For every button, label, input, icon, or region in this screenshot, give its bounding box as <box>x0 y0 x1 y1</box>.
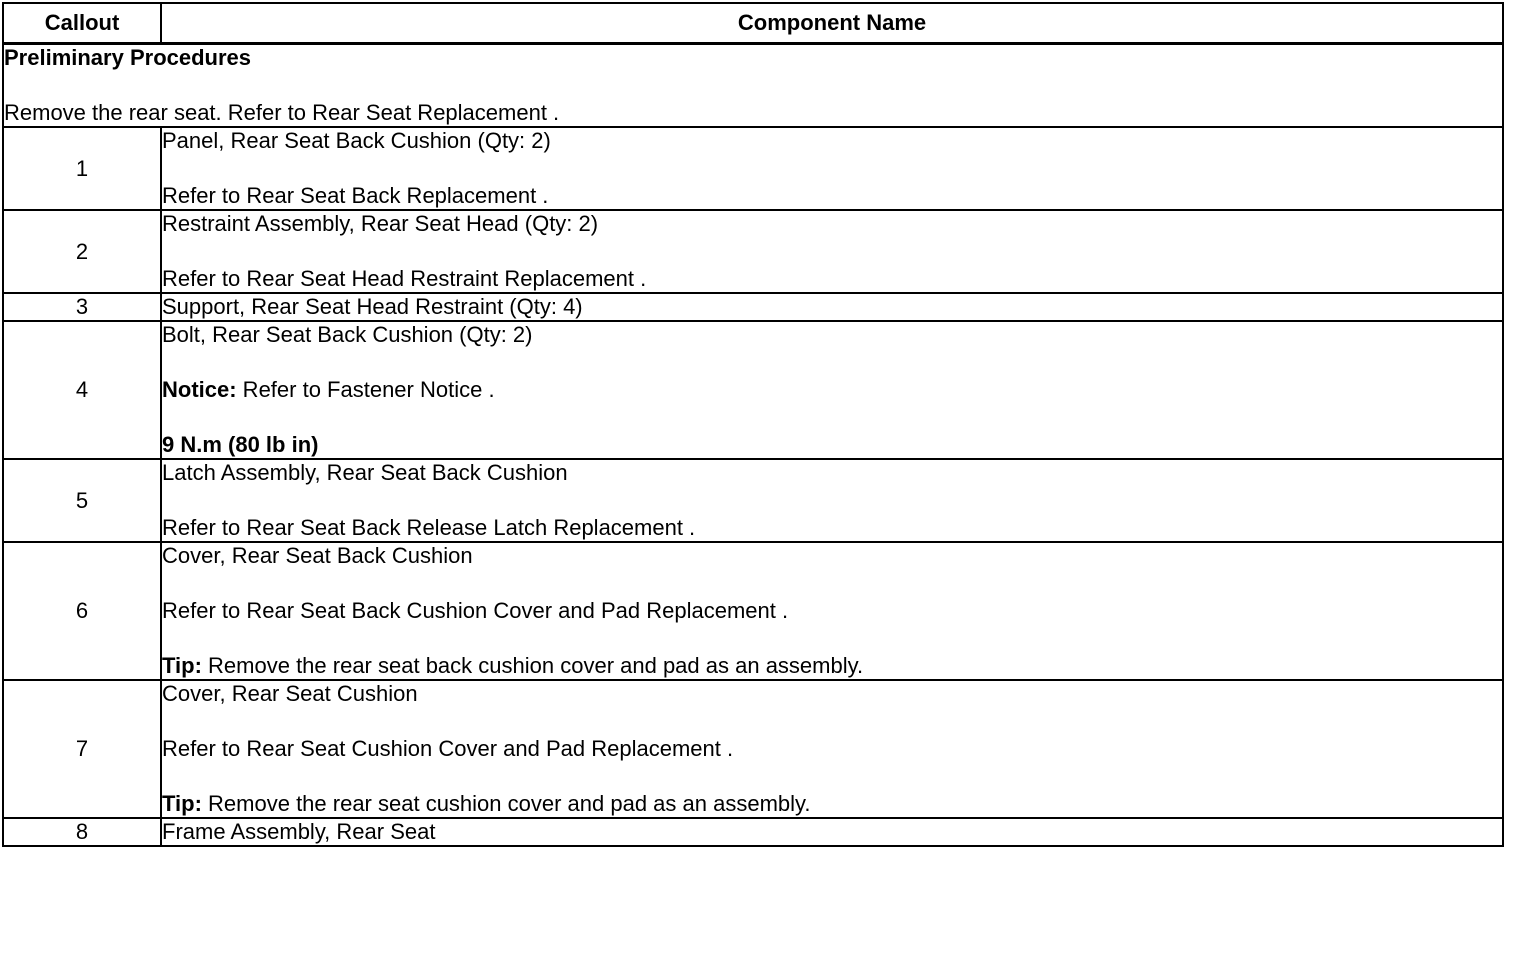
component-name: Restraint Assembly, Rear Seat Head (Qty: 2) <box>162 211 599 236</box>
component-cell <box>161 818 1503 846</box>
preliminary-title: Preliminary Procedures <box>4 45 252 70</box>
tip-label: Tip: <box>162 653 202 678</box>
table-row <box>3 542 1503 680</box>
tip-text: Remove the rear seat back cushion cover and pad as an assembly. <box>201 653 864 678</box>
component-name: Cover, Rear Seat Cushion <box>162 681 418 706</box>
component-name: Panel, Rear Seat Back Cushion (Qty: 2) <box>162 128 551 153</box>
torque-spec: 9 N.m (80 lb in) <box>162 432 319 457</box>
callout-number: 1 <box>3 127 161 210</box>
component-cell <box>161 293 1503 321</box>
table-row <box>3 680 1503 818</box>
table-row <box>3 321 1503 459</box>
preliminary-row <box>3 44 1503 128</box>
component-name-header: Component Name <box>161 3 1503 44</box>
callout-number: 2 <box>3 210 161 293</box>
component-table <box>2 2 1504 847</box>
component-cell <box>161 210 1503 293</box>
callout-number: 8 <box>3 818 161 846</box>
component-cell <box>161 127 1503 210</box>
tip-line <box>162 791 1502 817</box>
callout-header: Callout <box>3 3 161 44</box>
component-name: Frame Assembly, Rear Seat <box>162 819 436 844</box>
component-cell <box>161 680 1503 818</box>
component-name: Bolt, Rear Seat Back Cushion (Qty: 2) <box>162 322 533 347</box>
reference-text: Refer to Rear Seat Cushion Cover and Pad Replacement . <box>162 736 734 761</box>
callout-number: 4 <box>3 321 161 459</box>
component-name: Latch Assembly, Rear Seat Back Cushion <box>162 460 568 485</box>
callout-number: 5 <box>3 459 161 542</box>
table-header-row <box>3 3 1503 44</box>
reference-text: Refer to Rear Seat Back Cushion Cover and Pad Replacement . <box>162 598 789 623</box>
notice-line <box>162 377 1502 403</box>
callout-number: 6 <box>3 542 161 680</box>
notice-text: Refer to Fastener Notice . <box>236 377 495 402</box>
callout-number: 3 <box>3 293 161 321</box>
callout-number: 7 <box>3 680 161 818</box>
table-row <box>3 127 1503 210</box>
reference-text: Refer to Rear Seat Back Release Latch Replacement . <box>162 515 696 540</box>
table-row <box>3 293 1503 321</box>
component-name: Cover, Rear Seat Back Cushion <box>162 543 473 568</box>
preliminary-text: Remove the rear seat. Refer to Rear Seat Replacement . <box>4 100 560 125</box>
component-cell <box>161 542 1503 680</box>
component-cell <box>161 321 1503 459</box>
table-row <box>3 210 1503 293</box>
tip-line <box>162 653 1502 679</box>
reference-text: Refer to Rear Seat Back Replacement . <box>162 183 549 208</box>
reference-text: Refer to Rear Seat Head Restraint Replacement . <box>162 266 647 291</box>
tip-text: Remove the rear seat cushion cover and pad as an assembly. <box>201 791 811 816</box>
notice-label: Notice: <box>162 377 237 402</box>
component-cell <box>161 459 1503 542</box>
component-name: Support, Rear Seat Head Restraint (Qty: 4) <box>162 294 583 319</box>
table-row <box>3 459 1503 542</box>
preliminary-cell <box>3 44 1503 128</box>
table-row <box>3 818 1503 846</box>
tip-label: Tip: <box>162 791 202 816</box>
